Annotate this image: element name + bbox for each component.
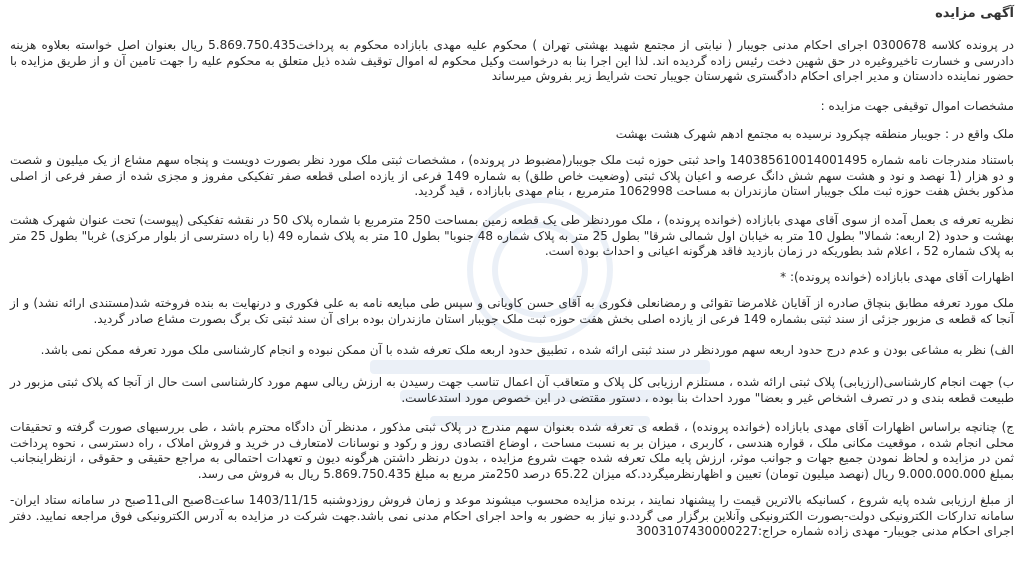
- property-location: ملک واقع در : جویبار منطقه چپکرود نرسیده به مجتمع ادهم شهرک هشت بهشت: [615, 127, 1014, 141]
- intro-paragraph: در پرونده کلاسه 0300678 اجرای احکام مدنی جویبار ( نیابتی از مجتمع شهید بهشتی تهران ) محکوم علیه مهدی بابازاده محکوم به پرداخت5.869.750.435 ریال بعنوان اصل خواسته بعلاوه هزینه دادرسی و خسارت تاخیروغیره در حق شهین دخت رئیس زاده گردیده اند. لذا این اجرا بنا به درخواست وکیل محکوم له اموال توقیف شده ذیل متعلق به محکوم علیه را جهت تامین آن و از طریق مزایده با حضور نماینده دادستان و مدیر اجرای احکام دادگستری شهرستان جویبار تحت شرایط زیر بفروش میرساند: [10, 38, 1014, 83]
- expert-opinion-c: ج) چنانچه براساس اظهارات آقای مهدی بابازاده (خوانده پرونده) ، قطعه ی تعرفه شده بعنوان سهم مندرج در پلاک ثبتی مذکور ، مدنظر آن دادگاه محترم باشد ، طی بررسیهای صورت گرفته و تحقیقات محلی انجام شده ، موقعیت مکانی ملک ، قواره هندسی ، کاربری ، میزان بر به نسبت مساحت ، اوضاع اقتصادی روز و رکود و نوسانات لامتعارف در خرید و فروش املاک ، راه دسترسی ، نحوه پرداخت ثمن در مزایده و لحاظ نمودن جمیع جهات و جوانب موثر، ارزش پایه ملک تعرفه شده جهت شروع مزایده ، بدون درنظر داشتن هرگونه دیون و تعهدات احتمالی به مراجع حقیقی و حقوقی ، ازنظراینجانب بمبلغ 9.000.000.000 ریال (نهصد میلیون تومان) تعیین و اظهارنظرمیگردد.که میزان 65.22 درصد 250متر مربع به مبلغ 5.869.750.435 ریال به فروش می رسد.: [10, 420, 1014, 481]
- boundaries-paragraph: نظریه تعرفه ی بعمل آمده از سوی آقای مهدی بابازاده (خوانده پرونده) ، ملک موردنظر طی یک قطعه زمین بمساحت 250 مترمربع با شماره پلاک 50 در نقشه تفکیکی (پیوست) تحت عنوان شهرک هشت بهشت و حدود (2 اربعه: شمالا" بطول 10 متر به خیابان اول شمالی شرقا" بطول 25 متر به پلاک شماره 48 جنوبا" بطول 10 متر به پلاک شماره 49 (با راه دسترسی از بلوار مرکزی) غربا" بطول 25 متر به پلاک شماره 52 ، اعلام شد بطوریکه در زمان بازدید فاقد هرگونه اعیانی و احداث بوده است.: [10, 213, 1014, 258]
- auction-terms-paragraph: از مبلغ ارزیابی شده پایه شروع ، کسانیکه بالاترین قیمت را پیشنهاد نمایند ، برنده مزایده محسوب میشوند موعد و زمان فروش روزدوشنبه 1403/11/15 ساعت8صبح الی11صبح در سامانه ستاد ایران-سامانه تدارکات الکترونیکی دولت-بصورت الکترونیکی وآنلاین برگزار می گردد.و نیاز به حضور به واحد اجرای احکام مدنی نمی باشد.جهت شرکت در مزایده به آدرس الکترونیکی فوق مراجعه نمایید. دفتر اجرای احکام مدنی جویبار- مهدی زاده شماره حراج:3003107430000227: [10, 493, 1015, 538]
- seized-property-heading: مشخصات اموال توقیفی جهت مزایده :: [820, 99, 1014, 113]
- notice-title: آگهی مزایده: [935, 6, 1014, 21]
- defendant-statements-heading: اظهارات آقای مهدی بابازاده (خوانده پرونده): *: [780, 270, 1014, 284]
- expert-opinion-a: الف) نظر به مشاعی بودن و عدم درج حدود اربعه سهم موردنظر در سند ثبتی ارائه شده ، تطبیق حدود اربعه ملک تعرفه شده با آن ممکن نبوده و انجام کارشناسی ملک مورد تعرفه ممکن نمی باشد.: [40, 343, 1014, 357]
- defendant-statements-paragraph: ملک مورد تعرفه مطابق بنچاق صادره از آقایان غلامرضا تقوائی و رمضانعلی فکوری به آقای حسن کاویانی و سپس طی مبایعه نامه به علی فکوری و درنهایت به بنده فروخته شد(مستندی ارائه نشد) و از آنجا که قطعه ی مزبور جزئی از سند ثبتی بشماره 149 فرعی از یازده اصلی بخش هفت حوزه ثبت ملک جویبار استان مازندران بوده برای آن سند ثبتی تک برگ بصورت مشاع صادر گردید.: [10, 296, 1014, 326]
- registration-details-paragraph: باستناد مندرجات نامه شماره 140385610014001495 واحد ثبتی حوزه ثبت ملک جویبار(مضبوط در پرونده) ، مشخصات ثبتی ملک مورد نظر بصورت دویست و پنجاه سهم مشاع از یک میلیون و شصت و دو هزار (1 نهصد و نود و هشت سهم شش دانگ عرصه و اعیان پلاک ثبتی (وضعیت خاص طلق) به شماره 149 فرعی از یازده اصلی قطعه صفر تفکیکی مفروز و مجزی شده از صفر فرعی از اصلی مذکور بخش هفت حوزه ثبت ملک جویبار استان مازندران به مساحت 1062998 مترمربع ، بنام مهدی بابازاده ، قید گردید.: [10, 153, 1015, 198]
- expert-opinion-b: ب) جهت انجام کارشناسی(ارزیابی) پلاک ثبتی ارائه شده ، مستلزم ارزیابی کل پلاک و متعاقب آن اعمال تناسب جهت رسیدن به ارزش ریالی سهم مورد کارشناسی است حال از آنجا که پلاک ثبتی مزبور در طبیعت قطعه بندی و در تصرف اشخاص غیر و بعضا" مورد احداث بنا بوده ، دستور مقتضی در این خصوص مورد استدعاست.: [10, 375, 1014, 405]
